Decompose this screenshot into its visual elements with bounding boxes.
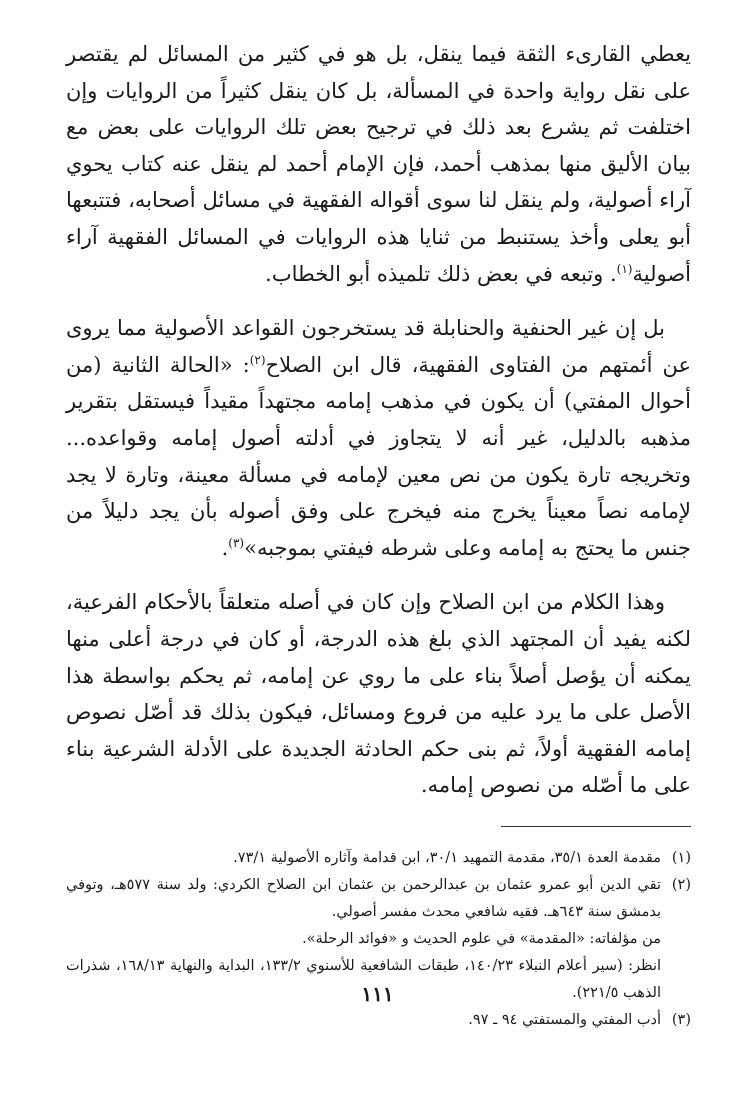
footnote-text: تقي الدين أبو عمرو عثمان بن عبدالرحمن بن عثمان ابن الصلاح الكردي: ولد سنة ٥٧٧هـ، وتوفي بدمشق سنة ٦٤٣هـ. فقيه شافعي محدث مفسر أصولي. <box>66 876 662 920</box>
footnote-2-works: من مؤلفاته: «المقدمة» في علوم الحديث و «فوائد الرحلة». <box>302 930 661 947</box>
footnote-separator <box>501 826 691 827</box>
main-text <box>66 36 691 804</box>
page-number: ١١١ <box>361 982 394 1006</box>
paragraph-1-tail: . وتبعه في بعض ذلك تلميذه أبو الخطاب. <box>265 261 617 286</box>
footnote-2 <box>66 872 691 926</box>
paragraph-2-quote: : «الحالة الثانية (من أحوال المفتي) أن يكون في مذهب إمامه مجتهداً مقيداً فيستقل بتقرير مذهبه بالدليل، غير أنه لا يتجاوز في أدلته أصول إمامه وقواعده... وتخريجه تارة يكون من نص معين لإمامه في مسألة معينة، وتارة لا يجد لإمامه نصاً معيناً يخرج منه فيخرج على وفق أصوله بأن يجد دليلاً من جنس ما يحتج به إمامه وعلى شرطه فيفتي بموجبه» <box>66 352 691 560</box>
paragraph-1-text: يعطي القارىء الثقة فيما ينقل، بل هو في كثير من المسائل لم يقتصر على نقل رواية واحدة في المسألة، بل كان ينقل كثيراً من الروايات وإن اختلفت ثم يشرع بعد ذلك في ترجيح بعض تلك الروايات على بعض مع بيان الأليق منها بمذهب أحمد، فإن الإمام أحمد لم ينقل عنه كتاب يحوي آراء أصولية، ولم ينقل لنا سوى أقواله الفقهية في مسائل أصحابه، فتتبعها أبو يعلى وأخذ يستنبط من ثنايا هذه الروايات في المسائل الفقهية آراء أصولية <box>66 42 691 286</box>
paragraph-2-text: بل إن غير الحنفية والحنابلة قد يستخرجون القواعد الأصولية مما يروى عن أئمتهم من الفتاوى الفقهية، قال ابن الصلاح <box>66 316 691 377</box>
paragraph-2 <box>66 310 691 566</box>
paragraph-1 <box>66 36 691 292</box>
footnote-number: (١) <box>671 849 691 866</box>
footnote-ref-3: (٣) <box>228 535 245 550</box>
footnote-2-sources: انظر: (سير أعلام النبلاء ١٤٠/٢٣، طبقات الشافعية للأسنوي ١٣٣/٢، البداية والنهاية ١٦٨/١٣، شذرات الذهب ٢٢١/٥). <box>66 957 662 1001</box>
paragraph-3 <box>66 584 691 804</box>
footnote-ref-2: (٢) <box>249 352 266 367</box>
footnote-3 <box>66 1007 691 1034</box>
footnote-ref-1: (١) <box>616 261 633 276</box>
footnote-1 <box>66 845 691 872</box>
footnote-number: (٢) <box>671 876 691 893</box>
footnote-number: (٣) <box>671 1011 691 1028</box>
footnote-text: مقدمة العدة ٣٥/١، مقدمة التمهيد ٣٠/١، ابن قدامة وآثاره الأصولية ٧٣/١. <box>233 849 661 866</box>
footnote-text: أدب المفتي والمستفتي ٩٤ ـ ٩٧. <box>468 1011 661 1028</box>
paragraph-3-text: وهذا الكلام من ابن الصلاح وإن كان في أصله متعلقاً بالأحكام الفرعية، لكنه يفيد أن المجتهد الذي بلغ هذه الدرجة، أو كان في درجة أعلى منها يمكنه أن يؤصل أصلاً بناء على ما روي عن إمامه، ثم يحكم بواسطة هذا الأصل على ما يرد عليه من فروع ومسائل، فيكون بذلك قد أصّل نصوص إمامه الفقهية أولاً، ثم بنى حكم الحادثة الجديدة على الأدلة الشرعية بناء على ما أصّله من نصوص إمامه. <box>66 590 691 798</box>
paragraph-2-tail: . <box>221 535 229 560</box>
